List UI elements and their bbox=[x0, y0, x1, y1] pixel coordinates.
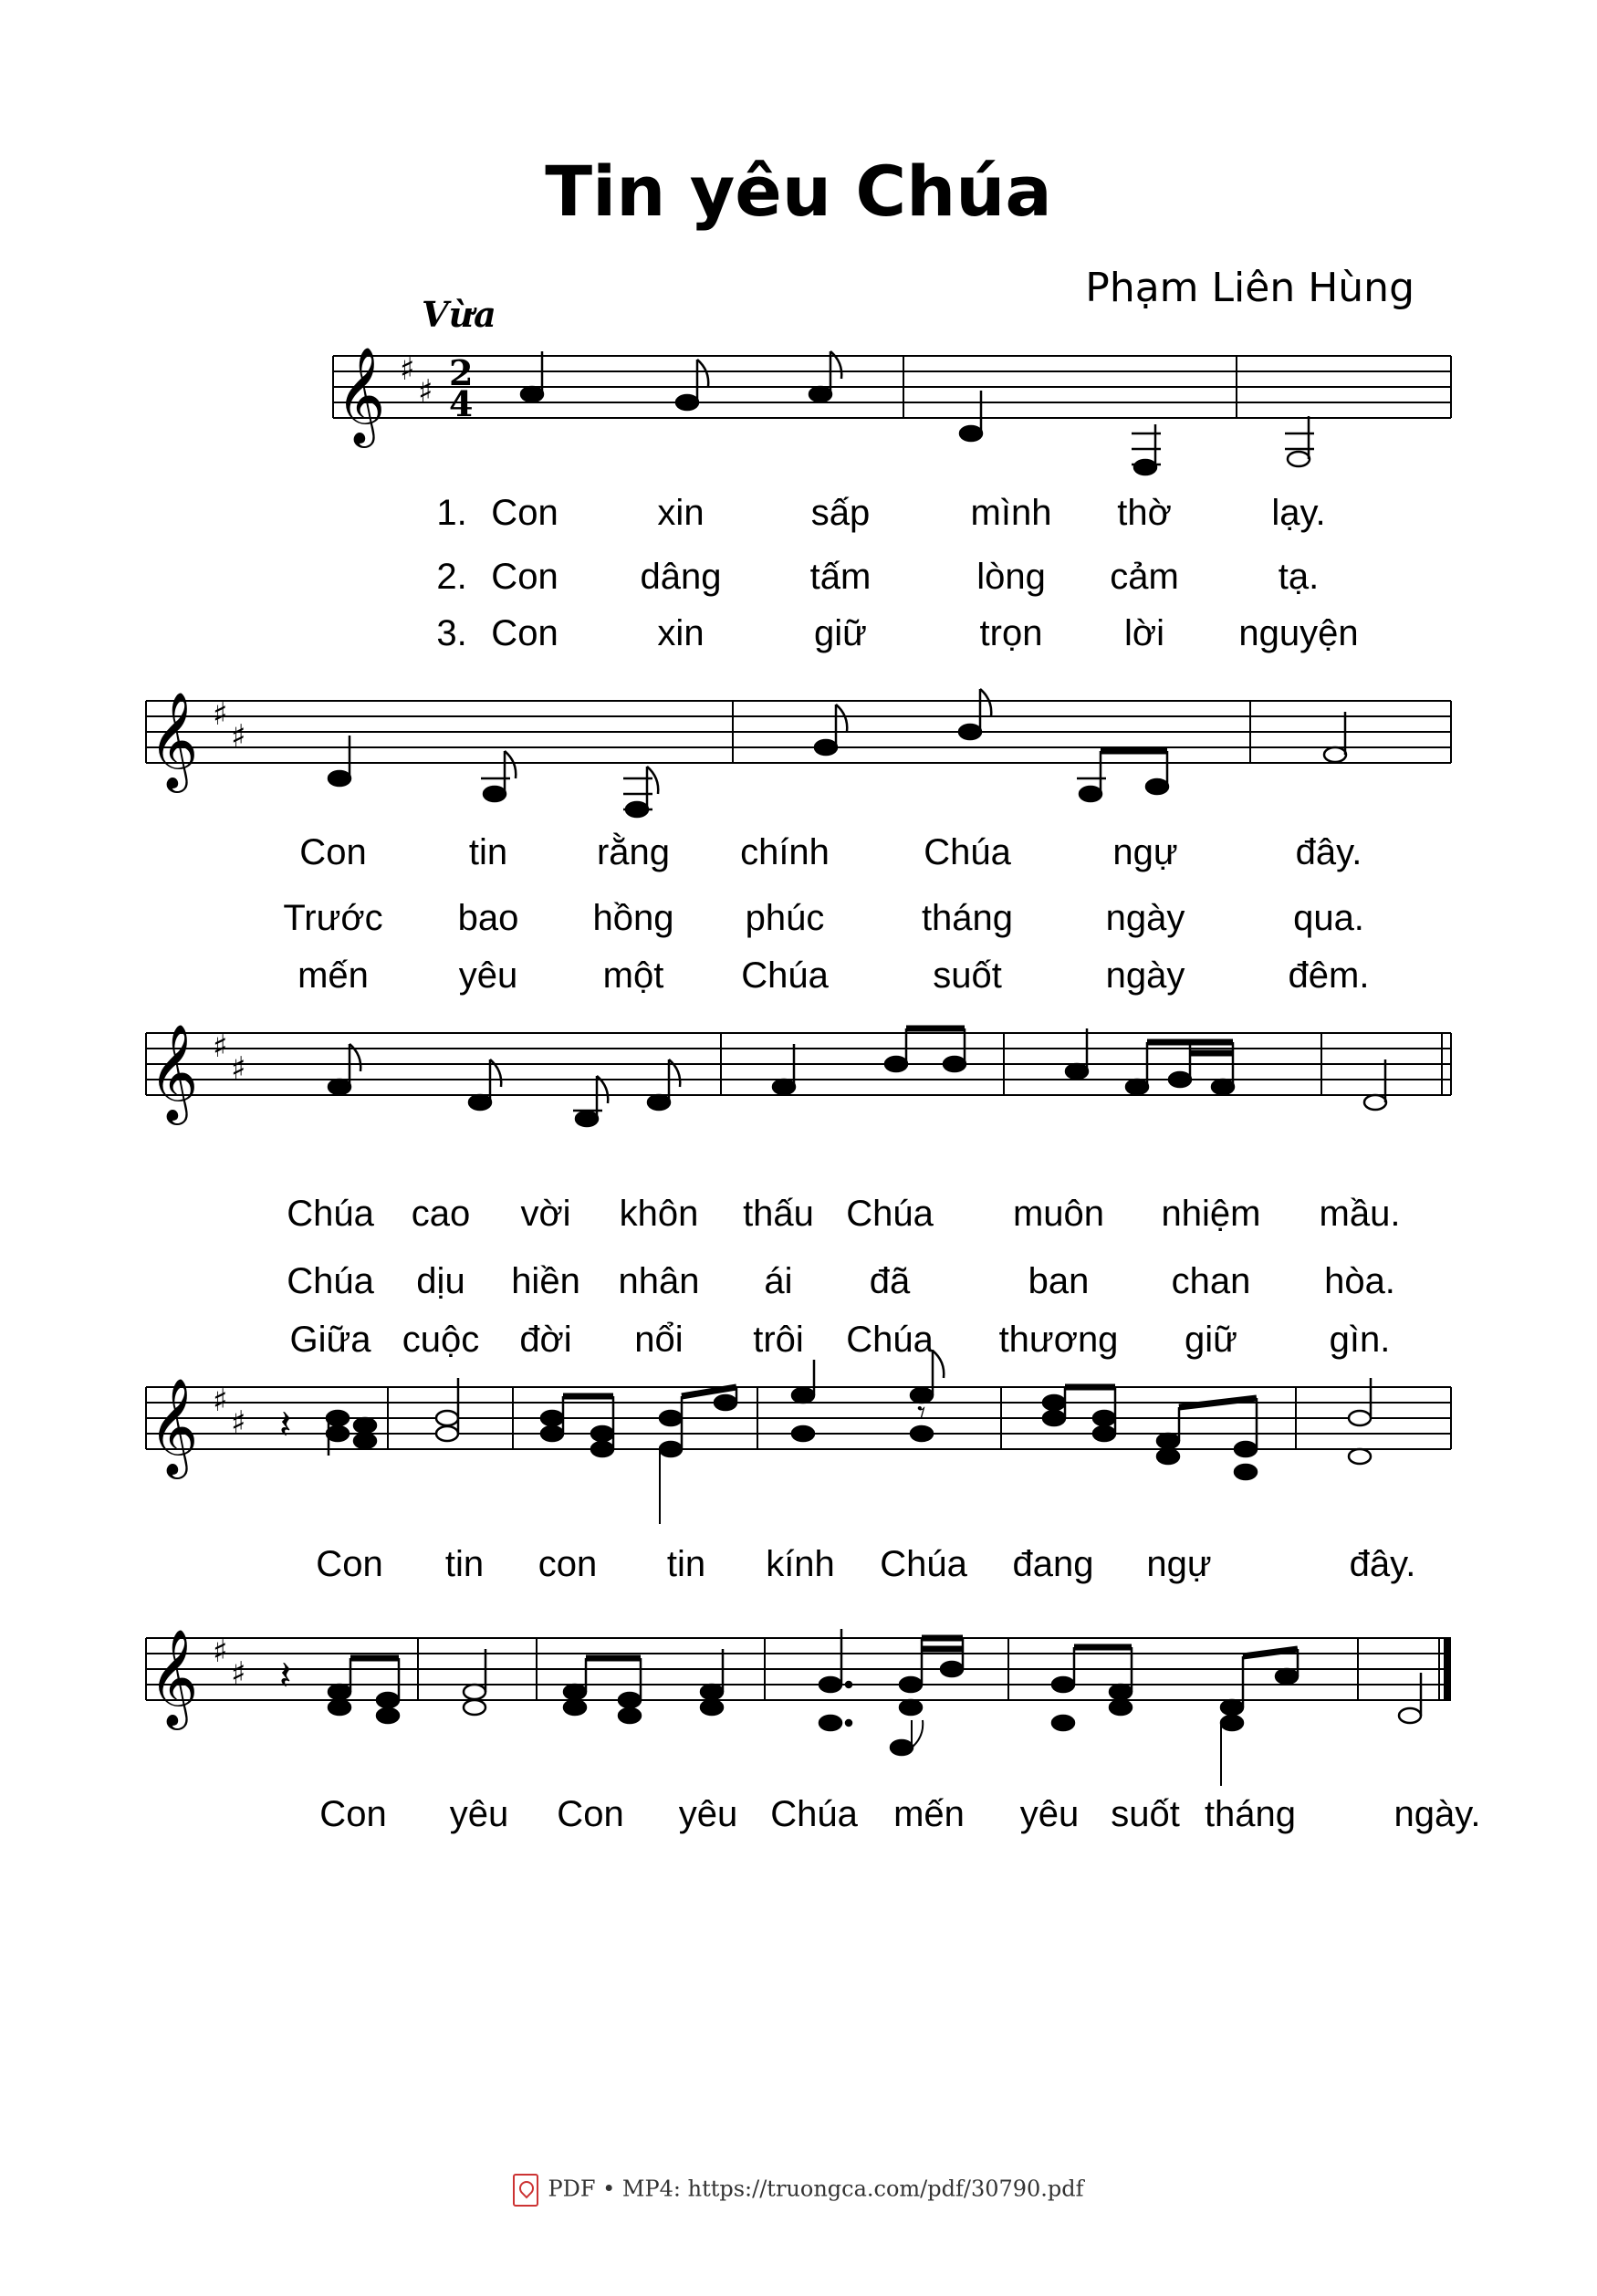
song-title: Tin yêu Chúa bbox=[545, 151, 1052, 232]
sharp-sign: ♯ bbox=[213, 696, 228, 733]
lyric-word: mến bbox=[297, 955, 369, 996]
lyric-word: lời bbox=[1123, 613, 1165, 653]
lyric-word: giữ bbox=[1185, 1320, 1237, 1360]
lyric-word: đây. bbox=[1295, 832, 1362, 872]
lyric-word: cảm bbox=[1110, 557, 1179, 597]
lyric-word: hồng bbox=[592, 898, 674, 938]
sharp-sign: ♯ bbox=[213, 1383, 228, 1419]
lyric-word: Chúa bbox=[846, 1320, 934, 1360]
lyric-word: ban bbox=[1028, 1261, 1090, 1301]
lyric-word: chính bbox=[740, 832, 830, 872]
sharp-sign: ♯ bbox=[418, 373, 433, 410]
lyric-word: Chúa bbox=[924, 832, 1011, 872]
lyric-word: tháng bbox=[921, 898, 1014, 938]
treble-clef: 𝄞 bbox=[336, 346, 386, 444]
lyric-word: giữ bbox=[814, 613, 867, 653]
lyric-word: 2. bbox=[436, 557, 467, 597]
lyric-word: nhân bbox=[618, 1261, 700, 1301]
lyric-word: ngày bbox=[1105, 955, 1185, 996]
lyric-word: ngự bbox=[1112, 832, 1178, 872]
lyric-word: Con bbox=[319, 1794, 387, 1834]
lyric-word: yêu bbox=[678, 1794, 738, 1834]
lyric-word: Chúa bbox=[770, 1794, 858, 1834]
lyric-word: hiền bbox=[511, 1261, 580, 1301]
sharp-sign: ♯ bbox=[213, 1633, 228, 1670]
lyric-word: rằng bbox=[596, 832, 671, 872]
lyric-word: nguyện bbox=[1238, 613, 1359, 653]
lyric-word: thương bbox=[998, 1320, 1119, 1360]
lyric-word: xin bbox=[657, 613, 705, 653]
lyric-word: chan bbox=[1171, 1261, 1251, 1301]
sharp-sign: ♯ bbox=[231, 718, 246, 755]
lyric-word: đêm. bbox=[1288, 955, 1370, 996]
lyric-word: Con bbox=[557, 1794, 624, 1834]
lyric-word: bao bbox=[457, 898, 519, 938]
lyric-word: tin bbox=[666, 1544, 706, 1584]
lyric-word: Chúa bbox=[880, 1544, 967, 1584]
lyric-word: lòng bbox=[976, 557, 1046, 597]
lyric-word: đời bbox=[519, 1320, 572, 1360]
staff-system-4 bbox=[0, 1378, 1597, 1542]
pdf-icon bbox=[513, 2174, 538, 2207]
lyric-word: 1. bbox=[436, 493, 467, 533]
lyric-word: dâng bbox=[640, 557, 722, 597]
treble-clef: 𝄞 bbox=[149, 1628, 199, 1726]
lyric-word: dịu bbox=[416, 1261, 465, 1301]
lyric-word: vời bbox=[520, 1194, 571, 1234]
lyric-word: tin bbox=[468, 832, 508, 872]
lyric-word: tạ. bbox=[1278, 557, 1320, 597]
treble-clef: 𝄞 bbox=[149, 1023, 199, 1121]
lyric-word: Con bbox=[491, 557, 558, 597]
treble-clef: 𝄞 bbox=[149, 1377, 199, 1475]
lyric-word: lạy. bbox=[1271, 493, 1326, 533]
lyric-word: ngự bbox=[1146, 1544, 1212, 1584]
lyric-word: Chúa bbox=[741, 955, 829, 996]
lyric-word: yêu bbox=[1019, 1794, 1080, 1834]
lyric-word: đã bbox=[869, 1261, 911, 1301]
sharp-sign: ♯ bbox=[231, 1404, 246, 1441]
lyric-word: thờ bbox=[1117, 493, 1172, 533]
lyric-word: Con bbox=[299, 832, 367, 872]
lyric-word: khôn bbox=[619, 1194, 699, 1234]
quarter-rest: 𝄽 bbox=[279, 1402, 292, 1448]
staff-system-2 bbox=[0, 692, 1597, 829]
lyric-word: Con bbox=[491, 493, 558, 533]
sharp-sign: ♯ bbox=[213, 1028, 228, 1065]
time-signature: 2 bbox=[449, 352, 474, 393]
footer-link[interactable] bbox=[0, 2174, 1597, 2207]
lyric-word: mến bbox=[893, 1794, 965, 1834]
lyric-word: 3. bbox=[436, 613, 467, 653]
lyric-word: cao bbox=[411, 1194, 471, 1234]
lyric-word: yêu bbox=[449, 1794, 509, 1834]
lyric-word: mình bbox=[970, 493, 1052, 533]
lyric-word: yêu bbox=[458, 955, 518, 996]
lyric-word: nổi bbox=[634, 1320, 684, 1360]
lyric-word: hòa. bbox=[1324, 1261, 1395, 1301]
lyric-word: muôn bbox=[1012, 1194, 1105, 1234]
lyric-word: nhiệm bbox=[1161, 1194, 1261, 1234]
lyric-word: xin bbox=[657, 493, 705, 533]
time-signature: 4 bbox=[449, 383, 474, 424]
lyric-word: Con bbox=[316, 1544, 383, 1584]
lyric-word: một bbox=[602, 955, 664, 996]
lyric-word: cuộc bbox=[402, 1320, 480, 1360]
staff-system-1 bbox=[0, 347, 1597, 484]
lyric-word: mầu. bbox=[1319, 1194, 1401, 1234]
lyric-word: Chúa bbox=[846, 1194, 934, 1234]
lyric-word: Trước bbox=[283, 898, 383, 938]
tempo-marking: Vừa bbox=[422, 294, 496, 335]
quarter-rest: 𝄽 bbox=[279, 1653, 292, 1699]
lyric-word: Giữa bbox=[289, 1320, 371, 1360]
final-barline bbox=[1444, 1638, 1451, 1700]
lyric-word: ái bbox=[764, 1261, 793, 1301]
lyric-word: Chúa bbox=[287, 1194, 374, 1234]
lyric-word: trọn bbox=[979, 613, 1043, 653]
lyric-word: thấu bbox=[743, 1194, 814, 1234]
staff-system-5 bbox=[0, 1629, 1597, 1802]
eighth-rest: 𝄾 bbox=[917, 1394, 926, 1432]
lyric-word: tháng bbox=[1204, 1794, 1297, 1834]
lyric-word: kính bbox=[766, 1544, 835, 1584]
lyric-word: sấp bbox=[810, 493, 871, 533]
lyric-word: qua. bbox=[1293, 898, 1364, 938]
lyric-word: tin bbox=[444, 1544, 485, 1584]
lyric-word: suốt bbox=[933, 955, 1002, 996]
lyric-word: trôi bbox=[753, 1320, 804, 1360]
sharp-sign: ♯ bbox=[231, 1050, 246, 1087]
sharp-sign: ♯ bbox=[231, 1655, 246, 1692]
staff-system-3 bbox=[0, 1024, 1597, 1161]
lyric-word: tấm bbox=[809, 557, 872, 597]
footer-text: PDF • MP4: https://truongca.com/pdf/30790.pdf bbox=[548, 2176, 1084, 2202]
composer: Phạm Liên Hùng bbox=[1085, 265, 1414, 311]
lyric-word: Chúa bbox=[287, 1261, 374, 1301]
lyric-word: ngày. bbox=[1393, 1794, 1481, 1834]
lyric-word: con bbox=[538, 1544, 598, 1584]
lyric-word: phúc bbox=[745, 898, 825, 938]
lyric-word: đang bbox=[1012, 1544, 1094, 1584]
lyric-word: gìn. bbox=[1329, 1320, 1391, 1360]
lyric-word: Con bbox=[491, 613, 558, 653]
treble-clef: 𝄞 bbox=[149, 691, 199, 788]
lyric-word: đây. bbox=[1349, 1544, 1416, 1584]
lyric-word: suốt bbox=[1111, 1794, 1180, 1834]
lyric-word: ngày bbox=[1105, 898, 1185, 938]
sharp-sign: ♯ bbox=[400, 351, 415, 388]
